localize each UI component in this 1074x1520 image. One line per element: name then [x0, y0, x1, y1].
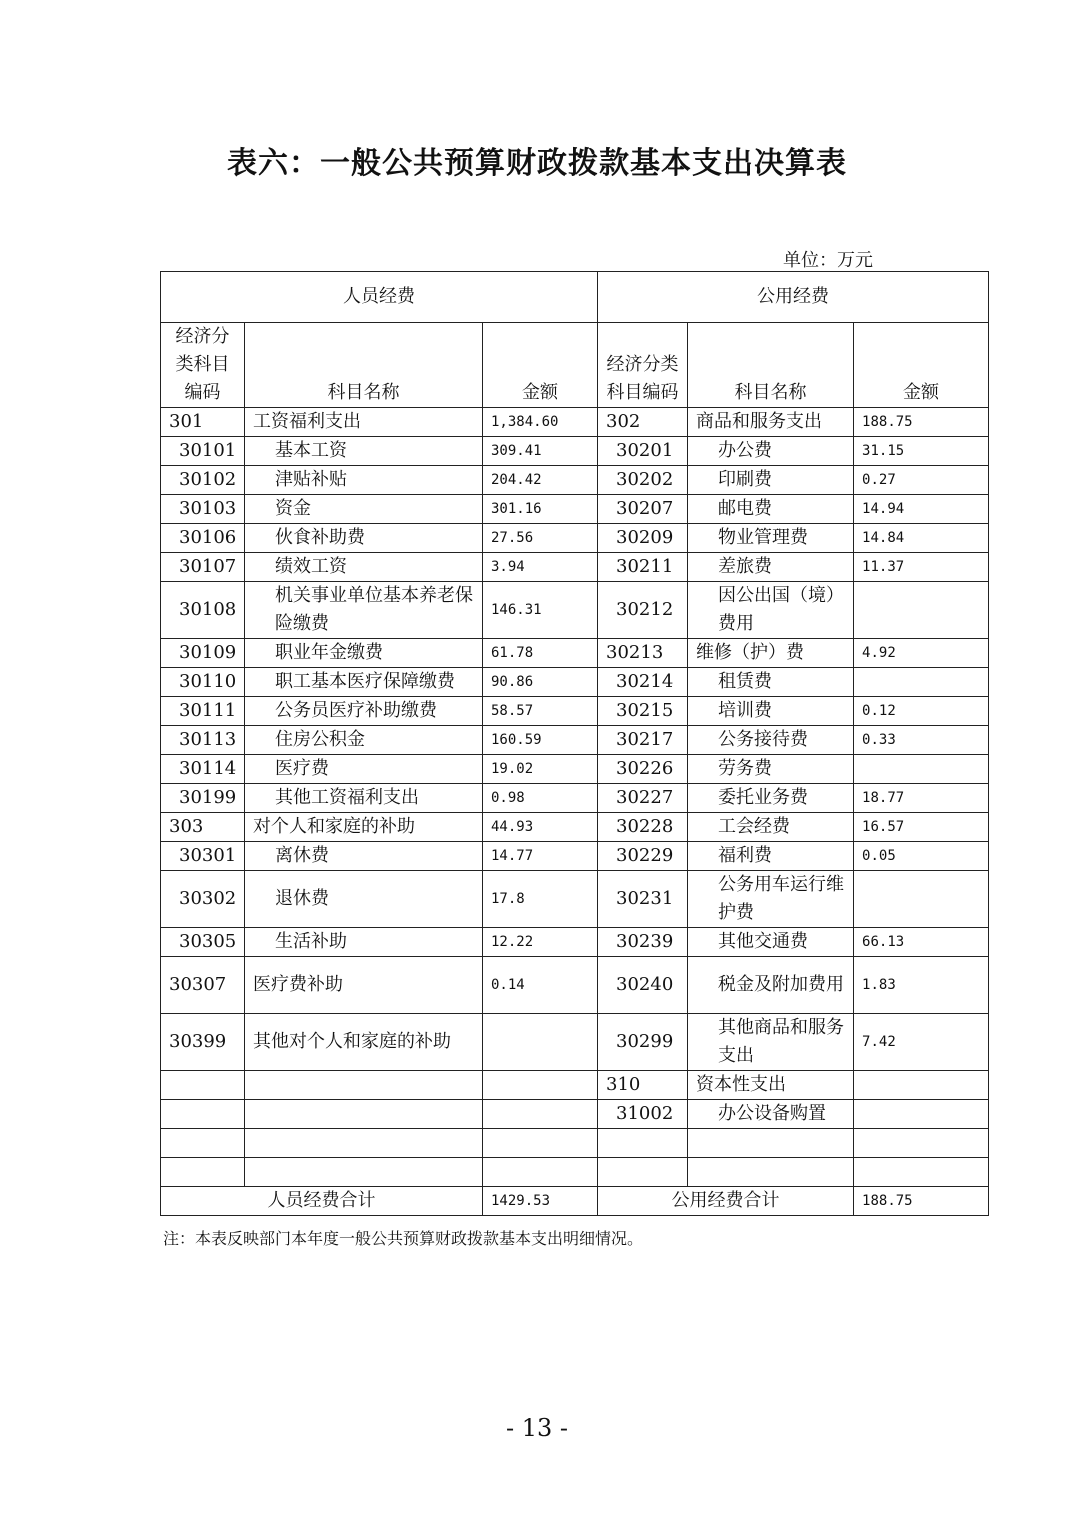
right-name-cell: 差旅费 — [688, 553, 854, 582]
right-amount-cell: 16.57 — [854, 813, 989, 842]
left-name-cell — [245, 1071, 483, 1100]
right-amount-cell: 31.15 — [854, 437, 989, 466]
public-total-label: 公用经费合计 — [598, 1187, 854, 1216]
right-name-cell: 其他交通费 — [688, 928, 854, 957]
table-row — [161, 871, 989, 928]
right-name-cell: 培训费 — [688, 697, 854, 726]
table-row — [161, 1071, 989, 1100]
right-amount-cell: 7.42 — [854, 1014, 989, 1071]
right-amount-cell: 0.33 — [854, 726, 989, 755]
left-name-cell: 其他对个人和家庭的补助 — [245, 1014, 483, 1071]
left-code-cell: 30305 — [161, 928, 245, 957]
table-row — [161, 1014, 989, 1071]
right-code-cell: 30299 — [598, 1014, 688, 1071]
left-name-cell: 职业年金缴费 — [245, 639, 483, 668]
right-name-cell — [688, 1129, 854, 1158]
left-code-cell — [161, 1100, 245, 1129]
left-amount-cell: 0.14 — [483, 957, 598, 1014]
left-amount-cell: 12.22 — [483, 928, 598, 957]
right-code-cell: 30213 — [598, 639, 688, 668]
public-total-value: 188.75 — [854, 1187, 989, 1216]
left-name-cell: 离休费 — [245, 842, 483, 871]
left-code-cell: 301 — [161, 408, 245, 437]
table-note: 注：本表反映部门本年度一般公共预算财政拨款基本支出明细情况。 — [163, 1229, 644, 1248]
right-name-cell: 因公出国（境）费用 — [688, 582, 854, 639]
right-amount-cell — [854, 755, 989, 784]
right-amount-cell — [854, 1071, 989, 1100]
left-code-cell: 30109 — [161, 639, 245, 668]
left-code-cell: 30302 — [161, 871, 245, 928]
left-name-cell: 津贴补贴 — [245, 466, 483, 495]
right-code-cell: 31002 — [598, 1100, 688, 1129]
totals-row — [161, 1187, 989, 1216]
left-name-cell: 公务员医疗补助缴费 — [245, 697, 483, 726]
left-code-cell: 30101 — [161, 437, 245, 466]
left-amount-cell: 204.42 — [483, 466, 598, 495]
left-code-cell: 30113 — [161, 726, 245, 755]
header-amount-left: 金额 — [483, 323, 598, 408]
left-code-cell: 30108 — [161, 582, 245, 639]
table-row — [161, 928, 989, 957]
table-row — [161, 1100, 989, 1129]
page-title: 表六：一般公共预算财政拨款基本支出决算表 — [227, 146, 847, 181]
right-amount-cell — [854, 871, 989, 928]
left-name-cell: 住房公积金 — [245, 726, 483, 755]
left-amount-cell — [483, 1158, 598, 1187]
left-amount-cell: 160.59 — [483, 726, 598, 755]
table-row — [161, 726, 989, 755]
table-row — [161, 495, 989, 524]
left-code-cell: 30102 — [161, 466, 245, 495]
unit-label: 单位：万元 — [783, 250, 873, 271]
right-code-cell: 30201 — [598, 437, 688, 466]
table-row — [161, 437, 989, 466]
left-name-cell: 工资福利支出 — [245, 408, 483, 437]
right-code-cell: 30229 — [598, 842, 688, 871]
right-code-cell: 30209 — [598, 524, 688, 553]
left-code-cell: 30199 — [161, 784, 245, 813]
right-code-cell: 30215 — [598, 697, 688, 726]
table-row — [161, 784, 989, 813]
right-name-cell: 维修（护）费 — [688, 639, 854, 668]
left-name-cell: 绩效工资 — [245, 553, 483, 582]
right-amount-cell: 188.75 — [854, 408, 989, 437]
personnel-total-value: 1429.53 — [483, 1187, 598, 1216]
right-name-cell: 印刷费 — [688, 466, 854, 495]
right-amount-cell: 0.27 — [854, 466, 989, 495]
right-amount-cell: 11.37 — [854, 553, 989, 582]
group-header-row — [161, 272, 989, 323]
right-amount-cell — [854, 1158, 989, 1187]
personnel-total-label: 人员经费合计 — [161, 1187, 483, 1216]
left-amount-cell: 1,384.60 — [483, 408, 598, 437]
right-amount-cell — [854, 1100, 989, 1129]
right-code-cell: 30212 — [598, 582, 688, 639]
right-amount-cell: 4.92 — [854, 639, 989, 668]
budget-table — [160, 271, 989, 1216]
header-code-left: 经济分类科目编码 — [161, 323, 245, 408]
left-name-cell: 对个人和家庭的补助 — [245, 813, 483, 842]
right-amount-cell: 14.84 — [854, 524, 989, 553]
left-name-cell: 退休费 — [245, 871, 483, 928]
right-code-cell: 30228 — [598, 813, 688, 842]
left-amount-cell: 90.86 — [483, 668, 598, 697]
right-name-cell: 邮电费 — [688, 495, 854, 524]
left-code-cell — [161, 1129, 245, 1158]
right-code-cell: 302 — [598, 408, 688, 437]
left-code-cell: 30307 — [161, 957, 245, 1014]
table-row — [161, 466, 989, 495]
left-code-cell — [161, 1071, 245, 1100]
public-group-header: 公用经费 — [598, 272, 989, 323]
left-code-cell: 30106 — [161, 524, 245, 553]
right-name-cell: 办公设备购置 — [688, 1100, 854, 1129]
header-amount-right: 金额 — [854, 323, 989, 408]
right-code-cell: 30214 — [598, 668, 688, 697]
table-row — [161, 1158, 989, 1187]
left-code-cell: 30301 — [161, 842, 245, 871]
table-row — [161, 842, 989, 871]
personnel-group-header: 人员经费 — [161, 272, 598, 323]
right-amount-cell — [854, 582, 989, 639]
left-amount-cell: 146.31 — [483, 582, 598, 639]
table-row — [161, 582, 989, 639]
left-name-cell: 伙食补助费 — [245, 524, 483, 553]
table-row — [161, 668, 989, 697]
right-name-cell: 办公费 — [688, 437, 854, 466]
left-amount-cell: 14.77 — [483, 842, 598, 871]
right-amount-cell: 0.05 — [854, 842, 989, 871]
left-name-cell — [245, 1129, 483, 1158]
left-amount-cell: 44.93 — [483, 813, 598, 842]
right-amount-cell: 0.12 — [854, 697, 989, 726]
right-code-cell: 30239 — [598, 928, 688, 957]
right-name-cell: 劳务费 — [688, 755, 854, 784]
right-code-cell: 30217 — [598, 726, 688, 755]
right-name-cell: 资本性支出 — [688, 1071, 854, 1100]
right-name-cell: 其他商品和服务支出 — [688, 1014, 854, 1071]
page-number: - 13 - — [505, 1414, 568, 1442]
right-amount-cell: 66.13 — [854, 928, 989, 957]
right-name-cell: 税金及附加费用 — [688, 957, 854, 1014]
left-code-cell — [161, 1158, 245, 1187]
right-code-cell: 30226 — [598, 755, 688, 784]
right-name-cell: 委托业务费 — [688, 784, 854, 813]
right-name-cell: 租赁费 — [688, 668, 854, 697]
right-name-cell — [688, 1158, 854, 1187]
left-amount-cell: 3.94 — [483, 553, 598, 582]
left-amount-cell: 19.02 — [483, 755, 598, 784]
left-amount-cell — [483, 1129, 598, 1158]
table-row — [161, 755, 989, 784]
right-name-cell: 公务用车运行维护费 — [688, 871, 854, 928]
left-name-cell: 其他工资福利支出 — [245, 784, 483, 813]
left-code-cell: 303 — [161, 813, 245, 842]
right-code-cell: 30231 — [598, 871, 688, 928]
left-amount-cell: 309.41 — [483, 437, 598, 466]
header-name-right: 科目名称 — [688, 323, 854, 408]
left-code-cell: 30103 — [161, 495, 245, 524]
table-row — [161, 408, 989, 437]
left-amount-cell — [483, 1100, 598, 1129]
right-amount-cell: 18.77 — [854, 784, 989, 813]
right-code-cell: 310 — [598, 1071, 688, 1100]
header-name-left: 科目名称 — [245, 323, 483, 408]
left-amount-cell — [483, 1014, 598, 1071]
right-code-cell: 30240 — [598, 957, 688, 1014]
table-row — [161, 639, 989, 668]
right-name-cell: 工会经费 — [688, 813, 854, 842]
left-code-cell: 30110 — [161, 668, 245, 697]
left-amount-cell: 0.98 — [483, 784, 598, 813]
left-name-cell — [245, 1100, 483, 1129]
right-code-cell: 30202 — [598, 466, 688, 495]
left-code-cell: 30111 — [161, 697, 245, 726]
left-amount-cell: 27.56 — [483, 524, 598, 553]
left-name-cell: 医疗费 — [245, 755, 483, 784]
left-amount-cell: 61.78 — [483, 639, 598, 668]
left-code-cell: 30107 — [161, 553, 245, 582]
left-name-cell: 职工基本医疗保障缴费 — [245, 668, 483, 697]
left-name-cell: 机关事业单位基本养老保险缴费 — [245, 582, 483, 639]
right-code-cell: 30227 — [598, 784, 688, 813]
right-amount-cell: 14.94 — [854, 495, 989, 524]
right-amount-cell — [854, 668, 989, 697]
right-amount-cell — [854, 1129, 989, 1158]
right-name-cell: 福利费 — [688, 842, 854, 871]
right-code-cell: 30211 — [598, 553, 688, 582]
right-code-cell — [598, 1129, 688, 1158]
right-code-cell: 30207 — [598, 495, 688, 524]
left-name-cell: 资金 — [245, 495, 483, 524]
column-header-row — [161, 323, 989, 408]
right-name-cell: 公务接待费 — [688, 726, 854, 755]
header-code-right: 经济分类科目编码 — [598, 323, 688, 408]
right-amount-cell: 1.83 — [854, 957, 989, 1014]
right-code-cell — [598, 1158, 688, 1187]
left-amount-cell: 58.57 — [483, 697, 598, 726]
left-name-cell — [245, 1158, 483, 1187]
left-amount-cell — [483, 1071, 598, 1100]
left-code-cell: 30114 — [161, 755, 245, 784]
table-row — [161, 1129, 989, 1158]
left-name-cell: 生活补助 — [245, 928, 483, 957]
left-name-cell: 基本工资 — [245, 437, 483, 466]
table-row — [161, 957, 989, 1014]
left-name-cell: 医疗费补助 — [245, 957, 483, 1014]
right-name-cell: 物业管理费 — [688, 524, 854, 553]
table-row — [161, 553, 989, 582]
table-row — [161, 697, 989, 726]
table-row — [161, 813, 989, 842]
right-name-cell: 商品和服务支出 — [688, 408, 854, 437]
left-code-cell: 30399 — [161, 1014, 245, 1071]
left-amount-cell: 17.8 — [483, 871, 598, 928]
table-row — [161, 524, 989, 553]
left-amount-cell: 301.16 — [483, 495, 598, 524]
